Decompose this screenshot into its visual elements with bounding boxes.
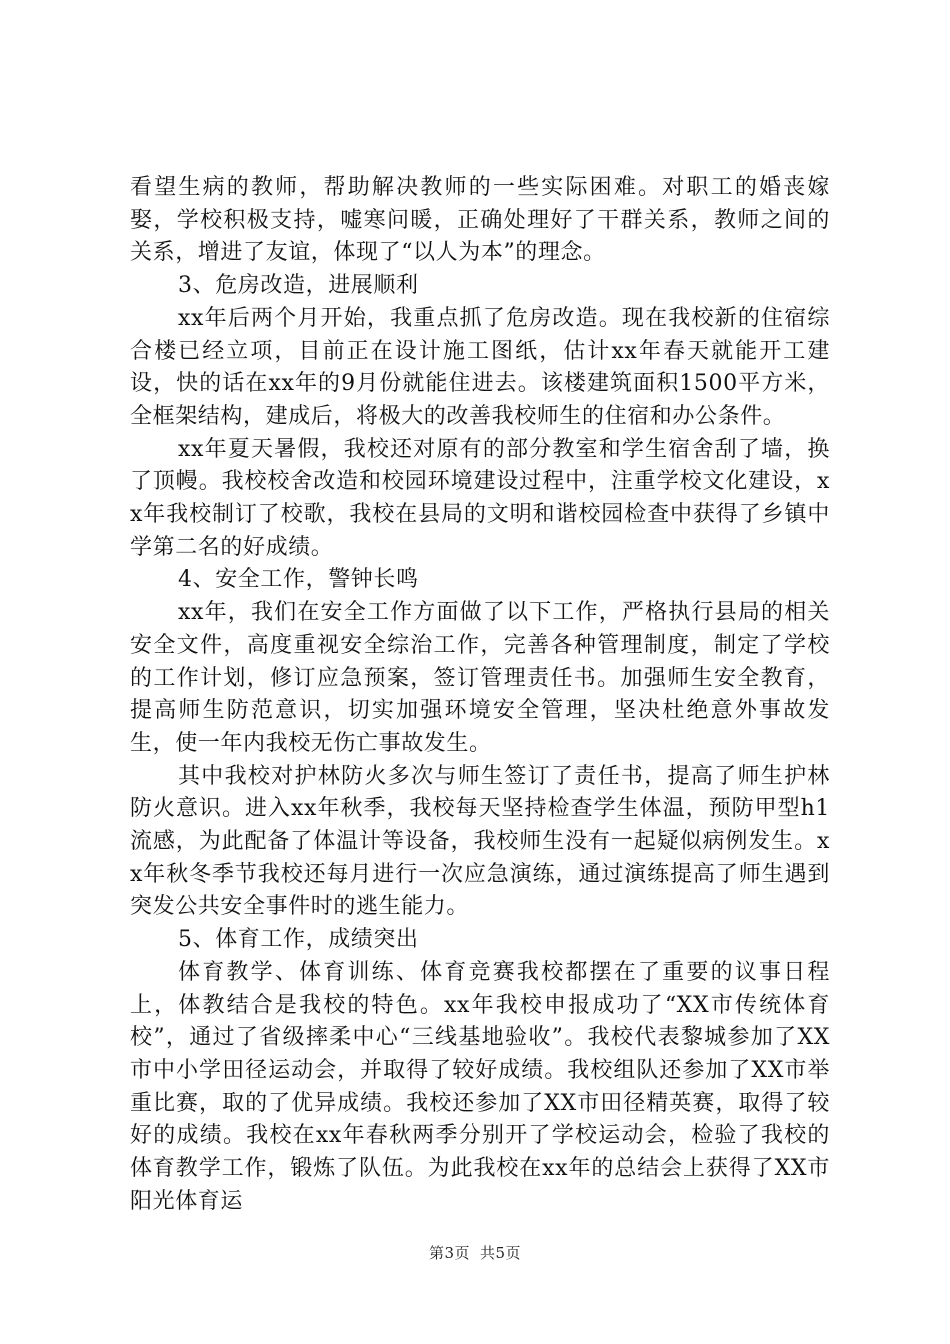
section-heading-4: 4、安全工作，警钟长鸣 bbox=[178, 567, 419, 593]
section-heading-5: 5、体育工作，成绩突出 bbox=[178, 927, 419, 953]
paragraph-4: xx年，我们在安全工作方面做了以下工作，严格执行县局的相关安全文件，高度重视安全综治工作，完善各种管理制度，制定了学校的工作计划，修订应急预案，签订管理责任书。加强师生安全教育，提高师生防范意识，切实加强环境安全管理，坚决杜绝意外事故发生，使一年内我校无伤亡事故发生。 bbox=[130, 600, 830, 756]
page-total: 共5页 bbox=[480, 1244, 522, 1262]
page-number: 第3页 bbox=[428, 1244, 470, 1262]
document-body bbox=[130, 172, 830, 1219]
section-heading-3: 3、危房改造，进展顺利 bbox=[178, 273, 419, 299]
page-footer bbox=[0, 1242, 950, 1263]
paragraph-2: xx年后两个月开始，我重点抓了危房改造。现在我校新的住宿综合楼已经立项，目前正在设计施工图纸，估计xx年春天就能开工建设，快的话在xx年的9月份就能住进去。该楼建筑面积1500平方米，全框架结构，建成后，将极大的改善我校师生的住宿和办公条件。 bbox=[130, 305, 830, 429]
paragraph-5: 其中我校对护林防火多次与师生签订了责任书，提高了师生护林防火意识。进入xx年秋季，我校每天坚持检查学生体温，预防甲型h1流感，为此配备了体温计等设备，我校师生没有一起疑似病例发生。xx年秋冬季节我校还每月进行一次应急演练，通过演练提高了师生遇到突发公共安全事件时的逃生能力。 bbox=[130, 763, 830, 920]
paragraph-6: 体育教学、体育训练、体育竞赛我校都摆在了重要的议事日程上，体教结合是我校的特色。xx年我校申报成功了“XX市传统体育校”，通过了省级摔柔中心“三线基地验收”。我校代表黎城参加了XX市中小学田径运动会，并取得了较好成绩。我校组队还参加了XX市举重比赛，取的了优异成绩。我校还参加了XX市田径精英赛，取得了较好的成绩。我校在xx年春秋两季分别开了学校运动会，检验了我校的体育教学工作，锻炼了队伍。为此我校在xx年的总结会上获得了XX市阳光体育运 bbox=[130, 959, 830, 1214]
paragraph-1: 看望生病的教师，帮助解决教师的一些实际困难。对职工的婚丧嫁娶，学校积极支持，嘘寒问暖，正确处理好了干群关系，教师之间的关系，增进了友谊，体现了“以人为本”的理念。 bbox=[130, 175, 830, 266]
paragraph-3: xx年夏天暑假，我校还对原有的部分教室和学生宿舍刮了墙，换了顶幔。我校校舍改造和校园环境建设过程中，注重学校文化建设，xx年我校制订了校歌，我校在县局的文明和谐校园检查中获得了乡镇中学第二名的好成绩。 bbox=[130, 436, 830, 560]
